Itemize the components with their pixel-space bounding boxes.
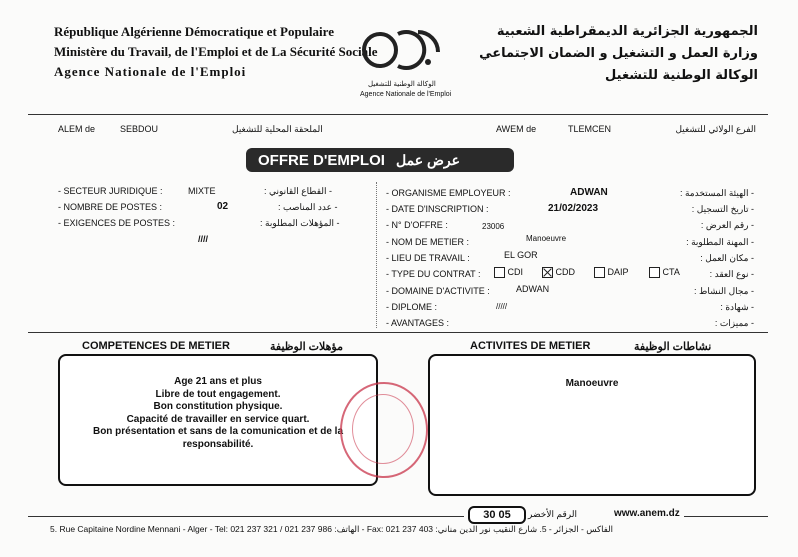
green-number [468,506,526,524]
competence-line: responsabilité. [182,438,254,450]
header-ar-line3: الوكالة الوطنية للتشغيل [605,68,758,83]
lieu-label: - LIEU DE TRAVAIL : [386,253,470,263]
green-number-label: الرقم الأخضر [528,509,577,519]
footer-line-right [684,516,768,517]
footer-line-left [28,516,464,517]
offer-title [246,148,514,172]
competences-title-fr: COMPETENCES DE METIER [82,340,230,352]
contrat-cdi[interactable] [494,267,523,278]
competence-line: Bon constitution physique. [153,401,283,412]
secteur-label: - SECTEUR JURIDIQUE : [58,186,163,196]
green-number-value: 30 05 [483,509,511,521]
date-label: - DATE D'INSCRIPTION : [386,204,489,214]
date-value: 21/02/2023 [548,203,599,214]
competence-line: Libre de tout engagement. [155,388,281,400]
competence-line: Bon présentation et sans de la comunication et de la [92,426,344,437]
contrat-cta[interactable] [649,267,680,278]
official-stamp [340,382,428,478]
exigences-ar-label: - المؤهلات المطلوبة : [260,218,340,228]
metier-label: - NOM DE METIER : [386,237,469,247]
checkbox-daip[interactable] [594,267,605,278]
checkbox-cta[interactable] [649,267,660,278]
avantages-label: - AVANTAGES : [386,318,450,328]
alem-ar-label: الملحقة المحلية للتشغيل [232,124,323,134]
organisme-label: - ORGANISME EMPLOYEUR : [386,188,511,198]
activites-title-fr: ACTIVITES DE METIER [470,340,591,352]
metier-value: Manoeuvre [526,234,567,243]
diplome-ar-label: - شهادة : [720,302,754,312]
contrat-cta-label: CTA [662,267,680,277]
domaine-value: ADWAN [516,284,550,294]
alem-value: SEBDOU [120,124,159,134]
diplome-label: - DIPLOME : [386,302,438,312]
domaine-label: - DOMAINE D'ACTIVITE : [386,286,490,296]
contrat-daip[interactable] [594,267,629,278]
contrat-cdi-label: CDI [507,267,524,277]
secteur-ar-label: - القطاع القانوني : [264,186,332,196]
checkbox-cdi[interactable] [494,267,505,278]
header-fr-line3: Agence Nationale de l'Emploi [54,64,247,79]
activites-title-ar: نشاطات الوظيفة [634,341,712,353]
checkbox-cdd-checked[interactable] [542,267,553,278]
metier-ar-label: - المهنة المطلوبة : [686,237,754,247]
contrat-daip-label: DAIP [607,267,629,277]
awem-value: TLEMCEN [568,124,612,134]
anem-logo-icon [358,20,450,82]
contrat-cdd-label: CDD [555,267,576,277]
activite-line: Manoeuvre [565,378,619,389]
website[interactable]: www.anem.dz [614,508,680,519]
exigences-value: //// [198,234,209,244]
avantages-ar-label: - مميزات : [714,318,754,328]
column-divider [376,182,377,328]
awem-label: AWEM de [496,124,537,134]
offre-ar-label: - رقم العرض : [700,220,754,230]
alem-label: ALEM de [58,124,96,134]
anem-logo [358,20,450,102]
header-fr-line1: République Algérienne Démocratique et Populaire [54,24,334,39]
lieu-ar-label: - مكان العمل : [700,253,754,263]
footer-address: 5. Rue Capitaine Nordine Mennani - Alger - Tel: 021 237 321 / 021 237 986 :الهاتف - Fax: 021 237 403 :الفاكس - الجزائر - 5. شارع النقيب نور الدين مناني [50,524,613,534]
header-divider [28,114,768,115]
exigences-label: - EXIGENCES DE POSTES : [58,218,176,228]
offre-label: - N° D'OFFRE : [386,220,448,230]
postes-ar-label: - عدد المناصب : [278,202,338,212]
competence-line: Age 21 ans et plus [174,376,262,387]
organisme-value: ADWAN [570,187,608,198]
postes-value: 02 [217,201,229,212]
offer-title-fr: OFFRE D'EMPLOI [258,152,385,169]
activites-box [428,354,756,496]
organisme-ar-label: - الهيئة المستخدمة : [679,188,754,198]
header-fr-line2: Ministère du Travail, de l'Emploi et de La Sécurité Sociale [54,44,378,59]
domaine-ar-label: - مجال النشاط : [694,286,754,296]
activites-list [430,378,754,389]
offer-title-ar: عرض عمل [396,152,460,168]
lieu-value: EL GOR [504,250,538,260]
official-stamp-inner [352,394,414,464]
diplome-value: ///// [496,302,508,311]
date-ar-label: - تاريخ التسجيل : [691,204,754,214]
header-ar-line2: وزارة العمل و التشغيل و الضمان الاجتماعي [479,46,758,61]
competences-box [58,354,378,486]
fields-divider [28,332,768,333]
awem-ar-label: الفرع الولائي للتشغيل [675,124,756,134]
offre-value: 23006 [482,222,505,231]
logo-fr-text: Agence Nationale de l'Emploi [360,91,452,98]
contrat-ar-label: - نوع العقد : [709,269,754,279]
logo-ar-text: الوكالة الوطنية للتشغيل [368,81,436,88]
header-ar-line1: الجمهورية الجزائرية الديمقراطية الشعبية [496,24,758,39]
contrat-label: - TYPE DU CONTRAT : [386,269,481,279]
competence-line: Capacité de travailler en service quart. [126,413,310,425]
contrat-cdd[interactable] [542,267,575,278]
secteur-value: MIXTE [188,186,216,196]
postes-label: - NOMBRE DE POSTES : [58,202,163,212]
competences-list [60,376,376,451]
competences-title-ar: مؤهلات الوظيفة [270,341,343,353]
